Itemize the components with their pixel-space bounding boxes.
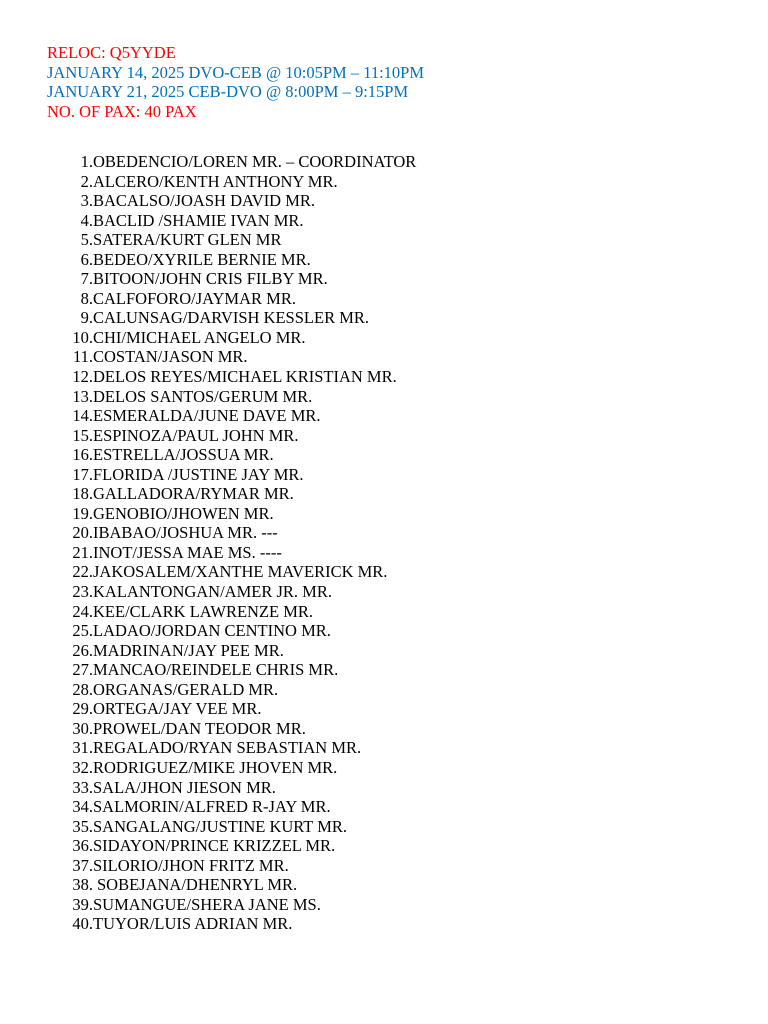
list-item-number: 12. bbox=[72, 367, 93, 387]
passenger-name: REGALADO/RYAN SEBASTIAN MR. bbox=[93, 738, 362, 758]
passenger-name: ESPINOZA/PAUL JOHN MR. bbox=[93, 425, 299, 445]
passenger-name: IBABAO/JOSHUA MR. --- bbox=[93, 523, 278, 543]
list-item-number: 36. bbox=[72, 836, 93, 856]
list-item-number: 32. bbox=[72, 757, 93, 777]
passenger-name: RODRIGUEZ/MIKE JHOVEN MR. bbox=[93, 757, 338, 777]
list-item-number: 30. bbox=[72, 718, 93, 738]
list-item-number: 5. bbox=[80, 230, 93, 250]
list-item-number: 19. bbox=[72, 503, 93, 523]
passenger-name: CALUNSAG/DARVISH KESSLER MR. bbox=[93, 308, 370, 328]
list-item-number: 37. bbox=[72, 855, 93, 875]
passenger-name: GENOBIO/JHOWEN MR. bbox=[93, 503, 274, 523]
list-item-number: 9. bbox=[80, 308, 93, 328]
list-item-number: 39. bbox=[72, 894, 93, 914]
passenger-name: INOT/JESSA MAE MS. ---- bbox=[93, 542, 282, 562]
passenger-name: ESMERALDA/JUNE DAVE MR. bbox=[93, 406, 321, 426]
list-item-number: 4. bbox=[80, 210, 93, 230]
list-item-number: 3. bbox=[80, 191, 93, 211]
passenger-name: COSTAN/JASON MR. bbox=[93, 347, 248, 367]
list-item-number: 17. bbox=[72, 464, 93, 484]
passenger-name: LADAO/JORDAN CENTINO MR. bbox=[93, 621, 331, 641]
passenger-name: KEE/CLARK LAWRENZE MR. bbox=[93, 601, 314, 621]
passenger-name: ALCERO/KENTH ANTHONY MR. bbox=[93, 171, 338, 191]
list-item-number: 23. bbox=[72, 582, 93, 602]
flight-return-line: JANUARY 21, 2025 CEB-DVO @ 8:00PM – 9:15PM bbox=[47, 82, 409, 102]
reloc-line: RELOC: Q5YYDE bbox=[47, 43, 176, 62]
list-item-number: 26. bbox=[72, 640, 93, 660]
list-item-number: 33. bbox=[72, 777, 93, 797]
list-item-number: 15. bbox=[72, 425, 93, 445]
passenger-name: FLORIDA /JUSTINE JAY MR. bbox=[93, 464, 304, 484]
passenger-name: SANGALANG/JUSTINE KURT MR. bbox=[93, 816, 348, 836]
list-item-number: 14. bbox=[72, 406, 93, 426]
passenger-name: BITOON/JOHN CRIS FILBY MR. bbox=[93, 269, 328, 289]
list-item-number: 34. bbox=[72, 797, 93, 817]
list-item-number: 8. bbox=[80, 288, 93, 308]
list-item-number: 35. bbox=[72, 816, 93, 836]
passenger-name: CALFOFORO/JAYMAR MR. bbox=[93, 288, 296, 308]
passenger-name: CHI/MICHAEL ANGELO MR. bbox=[93, 327, 306, 347]
passenger-name: JAKOSALEM/XANTHE MAVERICK MR. bbox=[93, 562, 388, 582]
passenger-name: KALANTONGAN/AMER JR. MR. bbox=[93, 582, 332, 602]
list-item-number: 31. bbox=[72, 738, 93, 758]
pax-count-line: NO. OF PAX: 40 PAX bbox=[47, 101, 197, 121]
passenger-name: MADRINAN/JAY PEE MR. bbox=[93, 640, 284, 660]
list-item-number: 29. bbox=[72, 699, 93, 719]
list-item-number: 24. bbox=[72, 601, 93, 621]
passenger-name: SUMANGUE/SHERA JANE MS. bbox=[93, 894, 321, 914]
list-item-number: 28. bbox=[72, 679, 93, 699]
passenger-name: ORGANAS/GERALD MR. bbox=[93, 679, 279, 699]
passenger-name: GALLADORA/RYMAR MR. bbox=[93, 484, 294, 504]
passenger-name: SOBEJANA/DHENRYL MR. bbox=[97, 875, 298, 895]
passenger-name: BEDEO/XYRILE BERNIE MR. bbox=[93, 249, 311, 269]
list-item-number: 20. bbox=[72, 523, 93, 543]
list-item-number: 18. bbox=[72, 484, 93, 504]
list-item-number: 1. bbox=[80, 152, 93, 171]
list-item-number: 2. bbox=[80, 171, 93, 191]
list-item-number: 11. bbox=[72, 347, 93, 367]
passenger-name: SATERA/KURT GLEN MR bbox=[93, 230, 282, 250]
list-item-number: 13. bbox=[72, 386, 93, 406]
list-item-number: 27. bbox=[72, 660, 93, 680]
list-item-number: 25. bbox=[72, 621, 93, 641]
list-item-number: 10. bbox=[72, 327, 93, 347]
list-item-number: 38. bbox=[72, 875, 93, 895]
flight-outbound-line: JANUARY 14, 2025 DVO-CEB @ 10:05PM – 11:10PM bbox=[47, 62, 425, 82]
passenger-name: SIDAYON/PRINCE KRIZZEL MR. bbox=[93, 836, 336, 856]
list-item-number: 16. bbox=[72, 445, 93, 465]
list-item-number: 22. bbox=[72, 562, 93, 582]
passenger-name: ORTEGA/JAY VEE MR. bbox=[93, 699, 262, 719]
booking-header bbox=[47, 43, 424, 121]
passenger-name: SALA/JHON JIESON MR. bbox=[93, 777, 276, 797]
list-item-number: 21. bbox=[72, 542, 93, 562]
passenger-name: BACLID /SHAMIE IVAN MR. bbox=[93, 210, 304, 230]
passenger-name: SALMORIN/ALFRED R-JAY MR. bbox=[93, 797, 331, 817]
passenger-name: DELOS SANTOS/GERUM MR. bbox=[93, 386, 313, 406]
passenger-name: SILORIO/JHON FRITZ MR. bbox=[93, 855, 289, 875]
passenger-name: MANCAO/REINDELE CHRIS MR. bbox=[93, 660, 339, 680]
list-item-number: 7. bbox=[80, 269, 93, 289]
passenger-name: BACALSO/JOASH DAVID MR. bbox=[93, 191, 316, 211]
passenger-name: PROWEL/DAN TEODOR MR. bbox=[93, 718, 306, 738]
list-item-number: 40. bbox=[72, 914, 93, 934]
passenger-name: OBEDENCIO/LOREN MR. – COORDINATOR bbox=[93, 152, 417, 171]
passenger-name: TUYOR/LUIS ADRIAN MR. bbox=[93, 914, 293, 934]
list-item-number: 6. bbox=[80, 249, 93, 269]
passenger-name: DELOS REYES/MICHAEL KRISTIAN MR. bbox=[93, 367, 397, 387]
passenger-name: ESTRELLA/JOSSUA MR. bbox=[93, 445, 274, 465]
